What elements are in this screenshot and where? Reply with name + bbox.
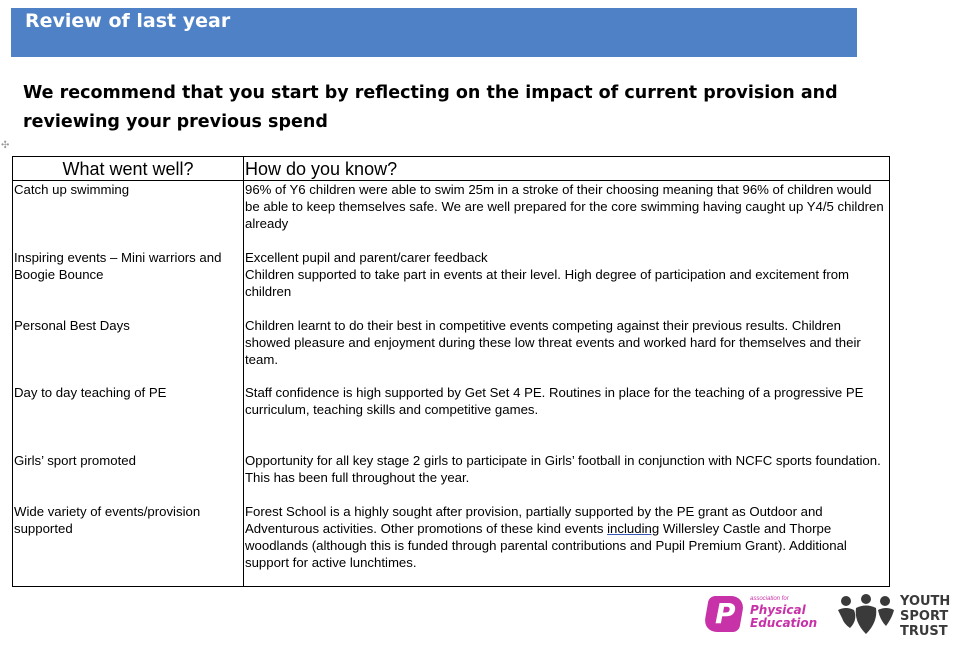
row-what-cell: Inspiring events – Mini warriors and Boogie Bounce — [13, 249, 244, 317]
table-row — [13, 249, 890, 317]
move-icon[interactable]: ✣ — [1, 140, 10, 151]
row-how-cell: Children learnt to do their best in competitive events competing against their previous results. Children showed pleasure and enjoyment during these low threat events and worked hard for themselves and their team. — [244, 317, 890, 384]
afpe-tagline: association for — [750, 596, 789, 602]
row-what-cell: Girls’ sport promoted — [13, 452, 244, 503]
table-row — [13, 503, 890, 587]
yst-logo — [836, 592, 960, 638]
section-banner — [11, 8, 857, 57]
table-row — [13, 181, 890, 249]
section-title: Review of last year — [25, 10, 231, 32]
yst-word-1: YOUTH — [900, 594, 951, 609]
row-how-line: Excellent pupil and parent/carer feedback — [245, 249, 488, 265]
row-how-line: Children supported to take part in events at their level. High degree of participation and excitement from children — [245, 266, 850, 299]
row-what-cell: Day to day teaching of PE — [13, 384, 244, 452]
yst-word-2: SPORT — [900, 609, 949, 624]
table-header-row — [13, 157, 890, 181]
table-row — [13, 384, 890, 452]
row-how-text: Willersley Castle and Thorpe woodlands (although this is funded through parental contributions and Pupil Premium Grant). Additional support for active lunchtimes. — [245, 520, 847, 570]
afpe-word-2: Education — [750, 616, 818, 630]
row-what-cell: Wide variety of events/provision supported — [13, 503, 244, 587]
review-table — [12, 156, 890, 587]
row-how-cell — [244, 503, 890, 587]
row-how-cell: Opportunity for all key stage 2 girls to participate in Girls’ football in conjunction with NCFC sports foundation. This has been full throughout the year. — [244, 452, 890, 503]
row-what-cell: Personal Best Days — [13, 317, 244, 384]
table-row — [13, 317, 890, 384]
afpe-word-1: Physical — [750, 603, 806, 617]
yst-word-3: TRUST — [900, 624, 948, 639]
row-what-cell: Catch up swimming — [13, 181, 244, 249]
row-how-cell — [244, 249, 890, 317]
row-how-cell: Staff confidence is high supported by Get Set 4 PE. Routines in place for the teaching of a progressive PE curriculum, teaching skills and competitive games. — [244, 384, 890, 452]
column-header-how: How do you know? — [244, 157, 890, 181]
yst-figures-icon — [836, 594, 896, 636]
intro-text: We recommend that you start by reflecting on the impact of current provision and reviewing your previous spend — [23, 83, 838, 132]
underlined-word: including — [607, 520, 660, 536]
afpe-logo — [706, 596, 828, 632]
row-how-text: Forest School is a highly sought after provision, partially supported by the PE grant as Outdoor and Adventurous activities. Other promotions of these kind events — [245, 503, 823, 536]
afpe-badge-letter: P — [715, 597, 736, 630]
table-row — [13, 452, 890, 503]
column-header-what: What went well? — [13, 157, 244, 181]
footer-logos — [700, 590, 960, 640]
row-how-cell: 96% of Y6 children were able to swim 25m in a stroke of their choosing meaning that 96% of children would be able to keep themselves safe. We are well prepared for the core swimming having caught up Y4/5 children already — [244, 181, 890, 249]
